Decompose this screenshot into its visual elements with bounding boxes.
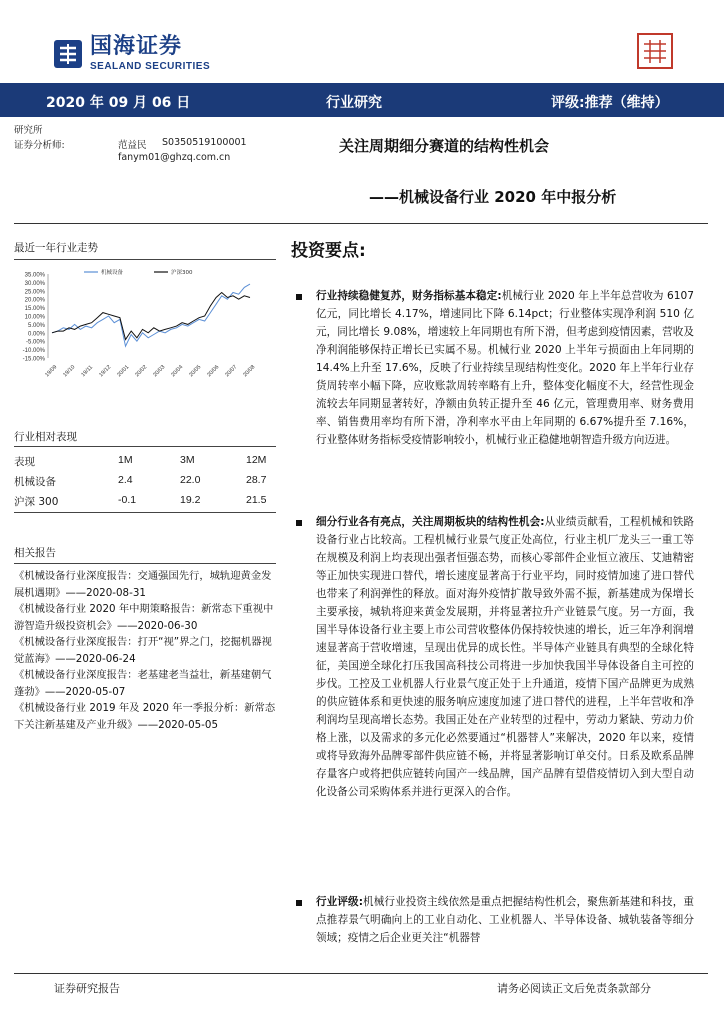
company-logo <box>52 36 210 72</box>
perf-header-row <box>14 451 276 471</box>
x-tick-label: 19/10 <box>62 364 77 379</box>
related-reports <box>14 568 276 733</box>
y-tick-label: 15.00% <box>24 306 45 313</box>
x-tick-label: 19/12 <box>98 364 113 379</box>
report-banner <box>0 83 724 117</box>
report-subtitle: ——机械设备行业 2020 年中报分析 <box>369 188 617 206</box>
sealand-logo-icon <box>52 38 84 70</box>
y-tick-label: 10.00% <box>24 314 45 321</box>
perf-col-12m: 12M <box>246 454 267 466</box>
trend-chart <box>14 266 276 386</box>
y-tick-label: 25.00% <box>24 289 45 296</box>
perf-cell: 2.4 <box>118 474 133 486</box>
point-lead: 行业评级: <box>316 896 363 908</box>
y-tick-label: 20.00% <box>24 297 45 304</box>
perf-cell: 21.5 <box>246 494 267 506</box>
y-tick-label: -10.00% <box>22 348 45 355</box>
logo-name-en: SEALAND SECURITIES <box>90 61 211 72</box>
analyst-email[interactable]: fanym01@ghzq.com.cn <box>118 152 231 163</box>
report-title: 关注周期细分赛道的结构性机会 <box>339 137 550 155</box>
y-tick-label: 5.00% <box>27 322 45 329</box>
point-lead: 行业持续稳健复苏，财务指标基本稳定: <box>316 290 502 302</box>
perf-col-3m: 3M <box>180 454 195 466</box>
analyst-dept: 研究所 <box>14 125 43 136</box>
reports-rule <box>14 563 276 564</box>
investment-point-3 <box>316 893 694 947</box>
x-tick-label: 20/03 <box>152 364 167 379</box>
point-body: 机械行业投资主线依然是重点把握结构性机会，聚焦新基建和科技，重点推荐景气明确向上的工业自动化、工业机器人、半导体设备、城轨装备等细分领域；疫情之后企业更关注“机器替 <box>316 896 694 944</box>
bullet-icon <box>296 294 302 300</box>
research-seal-icon <box>636 32 674 70</box>
x-tick-label: 20/08 <box>242 364 257 379</box>
perf-heading: 行业相对表现 <box>14 431 77 443</box>
list-item[interactable]: 《机械设备行业 2019 年及 2020 年一季报分析：新常态下关注新基建及产业升级》——2020-05-05 <box>14 702 276 731</box>
logo-name-cn: 国海证券 <box>90 34 183 59</box>
x-tick-label: 20/01 <box>116 364 131 379</box>
report-rating: 评级:推荐（维持） <box>551 95 669 111</box>
table-row <box>14 471 276 491</box>
analyst-license: S0350519100001 <box>162 137 247 148</box>
footer-disclaimer: 请务必阅读正文后免责条款部分 <box>497 982 651 995</box>
y-tick-label: -5.00% <box>25 339 45 346</box>
investment-point-2 <box>316 513 694 801</box>
point-body: 从业绩贡献看，工程机械和铁路设备行业占比较高。工程机械行业景气度正处高位，行业主机厂龙头三一重工等在规模及利润上均表现出强者恒强态势，而核心零部件企业恒立液压、艾迪精密等正加快实现进口替代，增长速度显著高于行业平均，同时疫情加速了进口替代也带来了利润弹性的释放。面对海外疫情扩散导致外需不振，新基建成为保增长主要承接，城轨将迎来黄金发展期，并将显著拉升产业链景气度。另一方面，我国半导体设备行业主要上市公司营收整体仍保持较快速的增长，近三年净利润增速显著高于营收增速，呈现出优异的成长性。半导体产业链具有典型的全球化特征，美国逆全球化打压我国高科技公司将进一步加快我国半导体设备自主可控的步伐。工控及工业机器人行业景气度正处于上升通道，疫情下国产品牌更为成熟的供应链体系和更快速的服务响应速度加速了进口替代的进程，上半年营收和净利润均呈现高增长态势。我国正处在产业转型的过程中，劳动力紧缺、劳动力价格上涨，以及需求的多元化必然要通过“机器替人”来解决，2020 年以来，疫情或将导致海外品牌零部件供应链不畅，并将显著影响订单交付。日系及欧系品牌存量客户或将把供应链转向国产一线品牌，国产品牌有望借疫情切入到大型自动化设备公司采购体系并进行更深入的合作。 <box>316 516 694 798</box>
table-row <box>14 491 276 511</box>
point-lead: 细分行业各有亮点，关注周期板块的结构性机会: <box>316 516 545 528</box>
reports-heading: 相关报告 <box>14 547 56 559</box>
perf-cell: 28.7 <box>246 474 267 486</box>
point-body: 机械行业 2020 年上半年总营收为 6107 亿元，同比增长 4.17%，增速同比下降 6.14pct；行业整体实现净利润 510 亿元，同比增长 9.08%，增速较上年同期也有所下滑，但考虑到疫情因素，营收及净利润能够保持正增长已实属不易。机械行业 2020 上半年亏损面由上年同期的 14.4%上升至 17.6%，反映了行业持续呈现结构性变化。2020 年上半年行业存货周转率小幅下降，应收账款周转率略有上升，整体变化幅度不大，经营性现金流较去年同期显著转好，净额由负转正提升至 46 亿元，管理费用率、财务费用率、销售费用率均有所下滑，净利率水平由上年同期的 6.67%提升至 7.16%，行业整体财务指标受疫情影响较小，机械行业正稳健地朝智造升级方向迈进。 <box>316 290 694 446</box>
perf-col-label: 表现 <box>14 456 35 468</box>
report-date: 2020 年 09 月 06 日 <box>46 95 191 111</box>
y-tick-label: 35.00% <box>24 272 45 279</box>
perf-rule-bottom <box>14 512 276 513</box>
list-item[interactable]: 《机械设备行业深度报告：老基建老当益壮，新基建朝气蓬勃》——2020-05-07 <box>14 669 272 698</box>
x-tick-label: 20/04 <box>170 364 185 379</box>
perf-row-name: 沪深 300 <box>14 496 59 508</box>
y-tick-label: 0.00% <box>27 331 45 338</box>
perf-cell: 22.0 <box>180 474 201 486</box>
y-tick-label: 30.00% <box>24 280 45 287</box>
perf-cell: 19.2 <box>180 494 201 506</box>
x-tick-label: 20/02 <box>134 364 149 379</box>
series-line <box>52 293 250 340</box>
perf-rule-top <box>14 446 276 447</box>
perf-cell: -0.1 <box>118 494 137 506</box>
list-item[interactable]: 《机械设备行业深度报告：打开“视”界之门，挖掘机器视觉蓝海》——2020-06-24 <box>14 636 272 665</box>
list-item[interactable]: 《机械设备行业 2020 年中期策略报告：新常态下重视中游智造升级投资机会》——2020-06-30 <box>14 603 274 632</box>
x-tick-label: 20/07 <box>224 364 239 379</box>
legend-label: 机械设备 <box>101 270 124 276</box>
footer-left: 证券研究报告 <box>54 982 120 995</box>
perf-col-1m: 1M <box>118 454 133 466</box>
perf-row-name: 机械设备 <box>14 476 56 488</box>
bullet-icon <box>296 520 302 526</box>
bullet-icon <box>296 900 302 906</box>
x-tick-label: 19/11 <box>80 364 95 379</box>
report-category: 行业研究 <box>326 95 382 111</box>
y-tick-label: -15.00% <box>22 356 45 363</box>
investment-point-1 <box>316 287 694 449</box>
x-tick-label: 20/06 <box>206 364 221 379</box>
trend-heading: 最近一年行业走势 <box>14 242 98 254</box>
header-divider <box>14 223 708 224</box>
x-tick-label: 20/05 <box>188 364 203 379</box>
legend-label: 沪深300 <box>171 270 193 276</box>
perf-table <box>14 451 276 511</box>
investment-heading: 投资要点: <box>291 241 366 261</box>
list-item[interactable]: 《机械设备行业深度报告：交通强国先行，城轨迎黄金发展机遇期》——2020-08-31 <box>14 570 272 599</box>
analyst-name: 范益民 <box>118 140 147 151</box>
x-tick-label: 19/09 <box>44 364 59 379</box>
trend-rule <box>14 259 276 260</box>
analyst-role: 证券分析师: <box>14 140 65 151</box>
footer-divider <box>14 973 708 974</box>
